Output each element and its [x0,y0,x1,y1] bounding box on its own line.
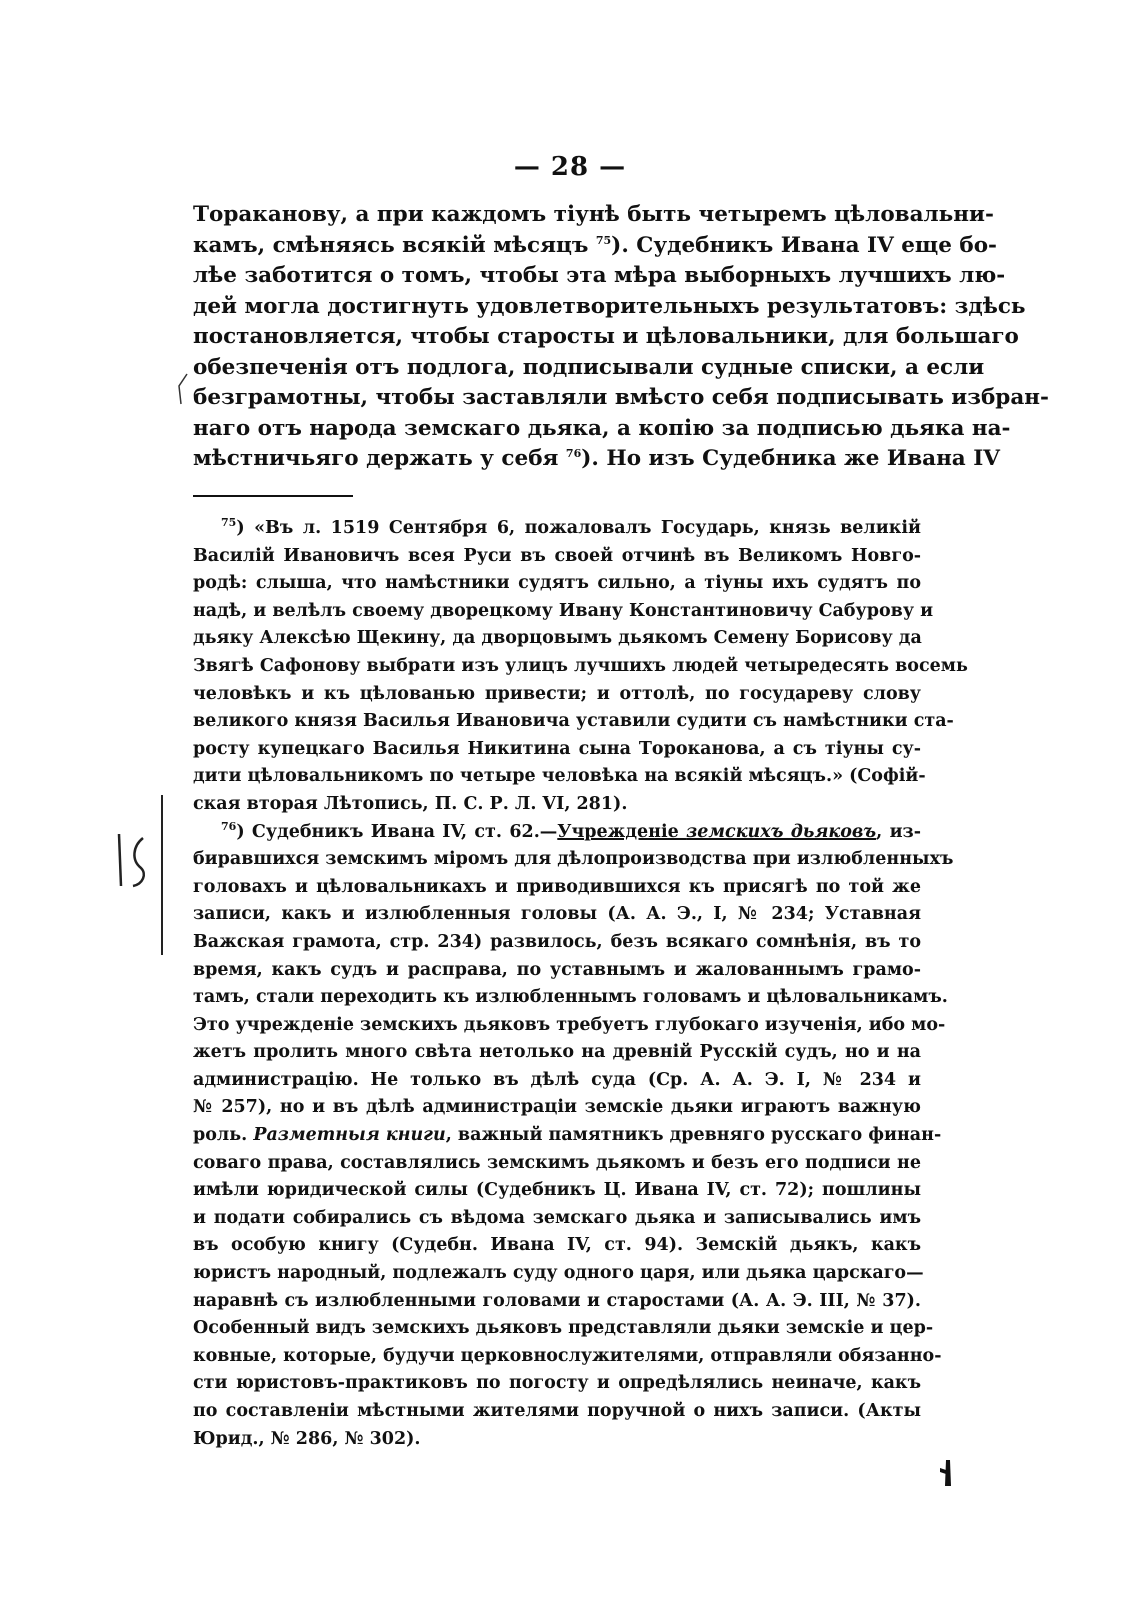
footnote-line: ковные, которые, будучи церковнослужителями, отправляли обязанно- [193,1345,942,1366]
footnote-line: наравнѣ съ излюбленными головами и старостами (А. А. Э. III, № 37). [193,1290,921,1311]
footnote-line [193,1122,942,1150]
footnote-line: дити цѣловальникомъ по четыре человѣка на всякій мѣсяцъ.» (Софій- [193,766,926,787]
footnote-line-text: , из- [876,821,921,842]
footnote-line: по составленіи мѣстными жителями поручной о нихъ записи. (Акты [193,1401,921,1421]
footnote-line: записи, какъ и излюбленныя головы (А. А. Э., I, № 234; Уставная [193,904,921,925]
footnote-line: и подати собирались съ вѣдома земскаго дьяка и записывались имъ [193,1207,921,1228]
footnote-line-text: роль. [193,1125,254,1146]
footnote-line: время, какъ судъ и расправа, по уставнымъ и жалованнымъ грамо- [193,959,921,980]
body-line [193,231,997,262]
footnote-line: головахъ и цѣловальникахъ и приводившихся къ присягѣ по той же [193,876,921,897]
margin-pencil-line [160,795,164,955]
body-line-text: мѣстничьяго держать у себя [193,446,566,471]
footnote-line: человѣкъ и къ цѣлованью привести; и оттолѣ, по государеву слову [193,683,921,704]
footnote-line-text: ) «Въ л. 1519 Сентября 6, пожаловалъ Государь, князь великій [236,518,921,538]
underlined-italic-term: земскихъ дьяковъ [686,821,877,842]
italic-term: Разметныя книги [253,1125,446,1146]
margin-handwritten-mark [113,830,153,890]
body-line-text: ). Судебникъ Ивана IV еще бо- [611,232,997,258]
footnote-75 [193,515,968,819]
margin-pencil-mark [175,372,189,406]
page-number: — 28 — [513,152,627,182]
footnote-line [193,819,921,847]
footnote-line: дьяку Алексѣю Щекину, да дворцовымъ дьякомъ Семену Борисову да [193,628,922,649]
footnote-line: администрацію. Не только въ дѣлѣ суда (Ср. А. А. Э. I, № 234 и [193,1069,921,1090]
body-line: обезпеченія отъ подлога, подписывали судные списки, а если [193,354,985,380]
footnote-line: биравшихся земскимъ міромъ для дѣлопроизводства при излюбленныхъ [193,849,954,870]
body-line: лѣе заботится о томъ, чтобы эта мѣра выборныхъ лучшихъ лю- [193,263,1006,288]
underlined-term: Учрежденіе [557,821,687,842]
footnote-line: юристъ народный, подлежалъ суду одного царя, или дьяка царскаго— [193,1263,924,1284]
footnote-line [193,515,921,543]
footnote-line: Это учрежденіе земскихъ дьяковъ требуетъ глубокаго изученія, ибо мо- [193,1014,946,1035]
footnote-76 [193,819,954,1454]
body-line-text: ). Но изъ Судебника же Ивана IV [581,446,1000,471]
footnote-line: жетъ пролить много свѣта нетолько на древній Русскій судъ, но и на [193,1042,921,1063]
footnote-line: родѣ: слыша, что намѣстники судятъ сильно, а тіуны ихъ судятъ по [193,573,921,594]
body-line: постановляется, чтобы старосты и цѣловальники, для большаго [193,324,1019,349]
body-line-text: камъ, смѣняясь всякій мѣсяцъ [193,232,596,258]
footnote-marker: 76 [221,819,237,833]
footnote-marker: 75 [221,516,237,530]
footnote-line: надѣ, и велѣлъ своему дворецкому Ивану Константиновичу Сабурову и [193,600,934,621]
footnote-line: соваго права, составлялись земскимъ дьякомъ и безъ его подписи не [193,1152,921,1173]
footnotes [193,515,968,1453]
footnote-line: великого князя Василья Ивановича уставили судити съ намѣстники ста- [193,711,954,732]
footnote-line-text: , важный памятникъ древняго русскаго финан- [445,1125,942,1146]
footnote-line: Юрид., № 286, № 302). [193,1428,421,1449]
body-line: безграмотны, чтобы заставляли вмѣсто себя подписывать избран- [193,385,1049,410]
footnote-line: росту купецкаго Василья Никитина сына Тороканова, а съ тіуны су- [193,738,921,759]
footnote-line: сти юристовъ-практиковъ по погосту и опредѣлялись неиначе, какъ [193,1373,921,1394]
ink-blot-mark [938,1458,958,1488]
body-line: дей могла достигнуть удовлетворительныхъ результатовъ: здѣсь [193,293,1026,319]
body-line [193,444,1000,475]
footnote-line: имѣли юридической силы (Судебникъ Ц. Ивана IV, ст. 72); пошлины [193,1180,921,1201]
footnote-ref: 76 [565,446,582,460]
main-text [193,200,1049,475]
footnote-line: Звягѣ Сафонову выбрати изъ улицъ лучшихъ людей четыредесять восемь [193,655,968,676]
footnote-line: ская вторая Лѣтопись, П. С. Р. Л. VI, 281). [193,793,628,814]
footnote-line: Особенный видъ земскихъ дьяковъ представляли дьяки земскіе и цер- [193,1318,934,1339]
footnote-ref: 75 [595,233,612,247]
footnote-line: № 257), но и въ дѣлѣ администраціи земскіе дьяки играютъ важную [193,1097,921,1118]
body-line: Тораканову, а при каждомъ тіунѣ быть четыремъ цѣловальни- [193,202,994,227]
body-line: наго отъ народа земскаго дьяка, а копію за подписью дьяка на- [193,415,1011,441]
footnote-separator [193,495,353,497]
footnote-line: Важская грамота, стр. 234) развилось, безъ всякаго сомнѣнія, въ то [193,931,921,952]
footnote-line: тамъ, стали переходить къ излюбленнымъ головамъ и цѣловальникамъ. [193,987,948,1008]
footnote-line: въ особую книгу (Судебн. Ивана IV, ст. 94). Земскій дьякъ, какъ [193,1235,921,1256]
footnote-line-text: ) Судебникъ Ивана IV, ст. 62.— [236,821,558,842]
footnote-line: Василій Ивановичъ всея Руси въ своей отчинѣ въ Великомъ Новго- [193,545,921,566]
